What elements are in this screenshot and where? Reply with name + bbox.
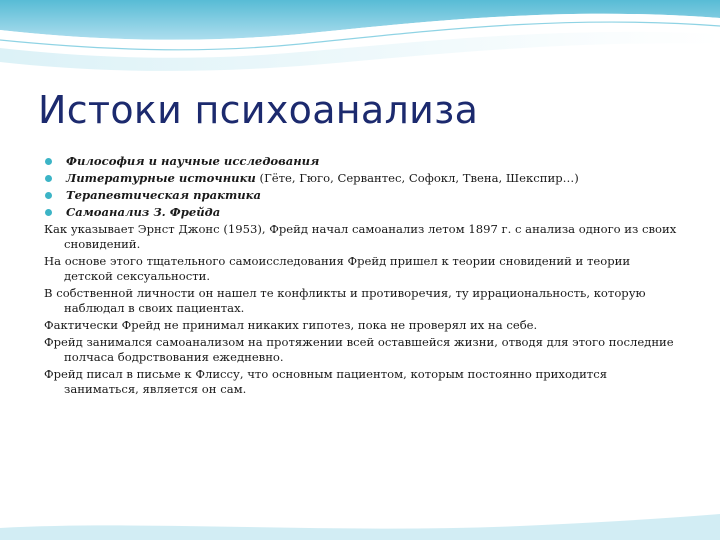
- bullet-dot-icon: [45, 158, 52, 165]
- bullet-dot-icon: [45, 209, 52, 216]
- paragraph: Фрейд писал в письме к Флиссу, что основным пациентом, которым постоянно приходится заниматься, является он сам.: [44, 367, 608, 396]
- bullet-strong: Философия и научные исследования: [66, 154, 320, 168]
- bullet-dot-icon: [45, 175, 52, 182]
- bullet-list: [44, 154, 680, 220]
- bullet-item: [44, 205, 680, 220]
- bullet-strong: Литературные источники: [66, 171, 256, 185]
- bullet-dot-icon: [45, 192, 52, 199]
- bullet-rest: (Гёте, Гюго, Сервантес, Софокл, Твена, Шекспир…): [255, 171, 579, 185]
- paragraph: Фрейд занимался самоанализом на протяжении всей оставшейся жизни, отводя для этого последние полчаса бодрствования ежедневно.: [44, 335, 674, 364]
- bullet-item: [44, 188, 680, 203]
- paragraph: Как указывает Эрнст Джонс (1953), Фрейд начал самоанализ летом 1897 г. с анализа одного из своих сновидений.: [44, 222, 677, 251]
- paragraph: В собственной личности он нашел те конфликты и противоречия, ту иррациональность, которую наблюдал в своих пациентах.: [44, 286, 646, 315]
- bullet-strong: Терапевтическая практика: [66, 188, 262, 202]
- slide-title: Истоки психоанализа: [38, 88, 479, 132]
- slide-content: [44, 154, 680, 399]
- bullet-item: [44, 171, 680, 186]
- paragraph: На основе этого тщательного самоисследования Фрейд пришел к теории сновидений и теории детской сексуальности.: [44, 254, 631, 283]
- bullet-strong: Самоанализ З. Фрейда: [66, 205, 221, 219]
- paragraph: Фактически Фрейд не принимал никаких гипотез, пока не проверял их на себе.: [44, 318, 538, 332]
- wave-bottom-band: [0, 514, 720, 540]
- bullet-item: [44, 154, 680, 169]
